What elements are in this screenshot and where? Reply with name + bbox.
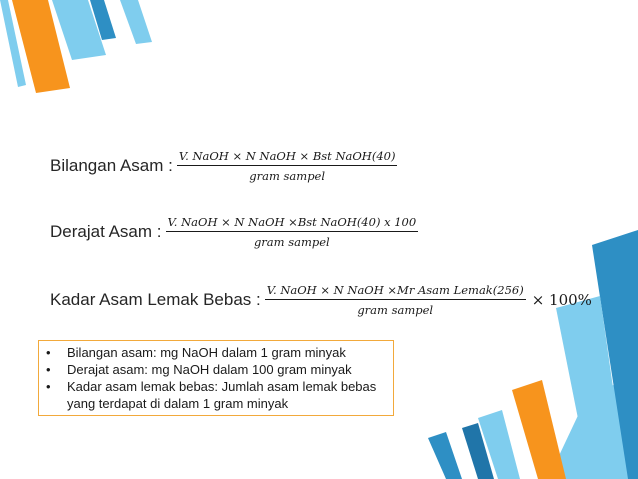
fraction-numerator: V. NaOH × N NaOH × Bst NaOH(40)	[177, 149, 398, 166]
fraction-denominator: gram sampel	[357, 303, 434, 317]
fraction-denominator: gram sampel	[253, 235, 330, 249]
formula-label: Derajat Asam :	[50, 222, 162, 241]
fraction	[166, 215, 419, 249]
notes-list	[44, 344, 387, 412]
formula-bilangan-asam	[50, 149, 397, 183]
formula-derajat-asam	[50, 215, 418, 249]
stripe-top-5	[120, 0, 152, 44]
formula-label: Bilangan Asam :	[50, 156, 173, 175]
formula-label: Kadar Asam Lemak Bebas :	[50, 290, 261, 309]
notes-box	[38, 340, 394, 416]
note-item: • Kadar asam lemak bebas: Jumlah asam lemak bebas yang terdapat di dalam 1 gram minyak	[44, 378, 387, 412]
stripe-bottom-6	[428, 432, 462, 479]
fraction	[265, 283, 526, 317]
fraction-denominator: gram sampel	[249, 169, 326, 183]
note-item: • Derajat asam: mg NaOH dalam 100 gram minyak	[44, 361, 387, 378]
fraction-numerator: V. NaOH × N NaOH ×Bst NaOH(40) x 100	[166, 215, 419, 232]
percent-multiplier: × 100%	[531, 291, 592, 309]
note-item: • Bilangan asam: mg NaOH dalam 1 gram minyak	[44, 344, 387, 361]
formula-kadar-asam-lemak-bebas	[50, 283, 592, 317]
fraction-numerator: V. NaOH × N NaOH ×Mr Asam Lemak(256)	[265, 283, 526, 300]
stripe-bottom-4	[512, 380, 566, 479]
fraction	[177, 149, 398, 183]
